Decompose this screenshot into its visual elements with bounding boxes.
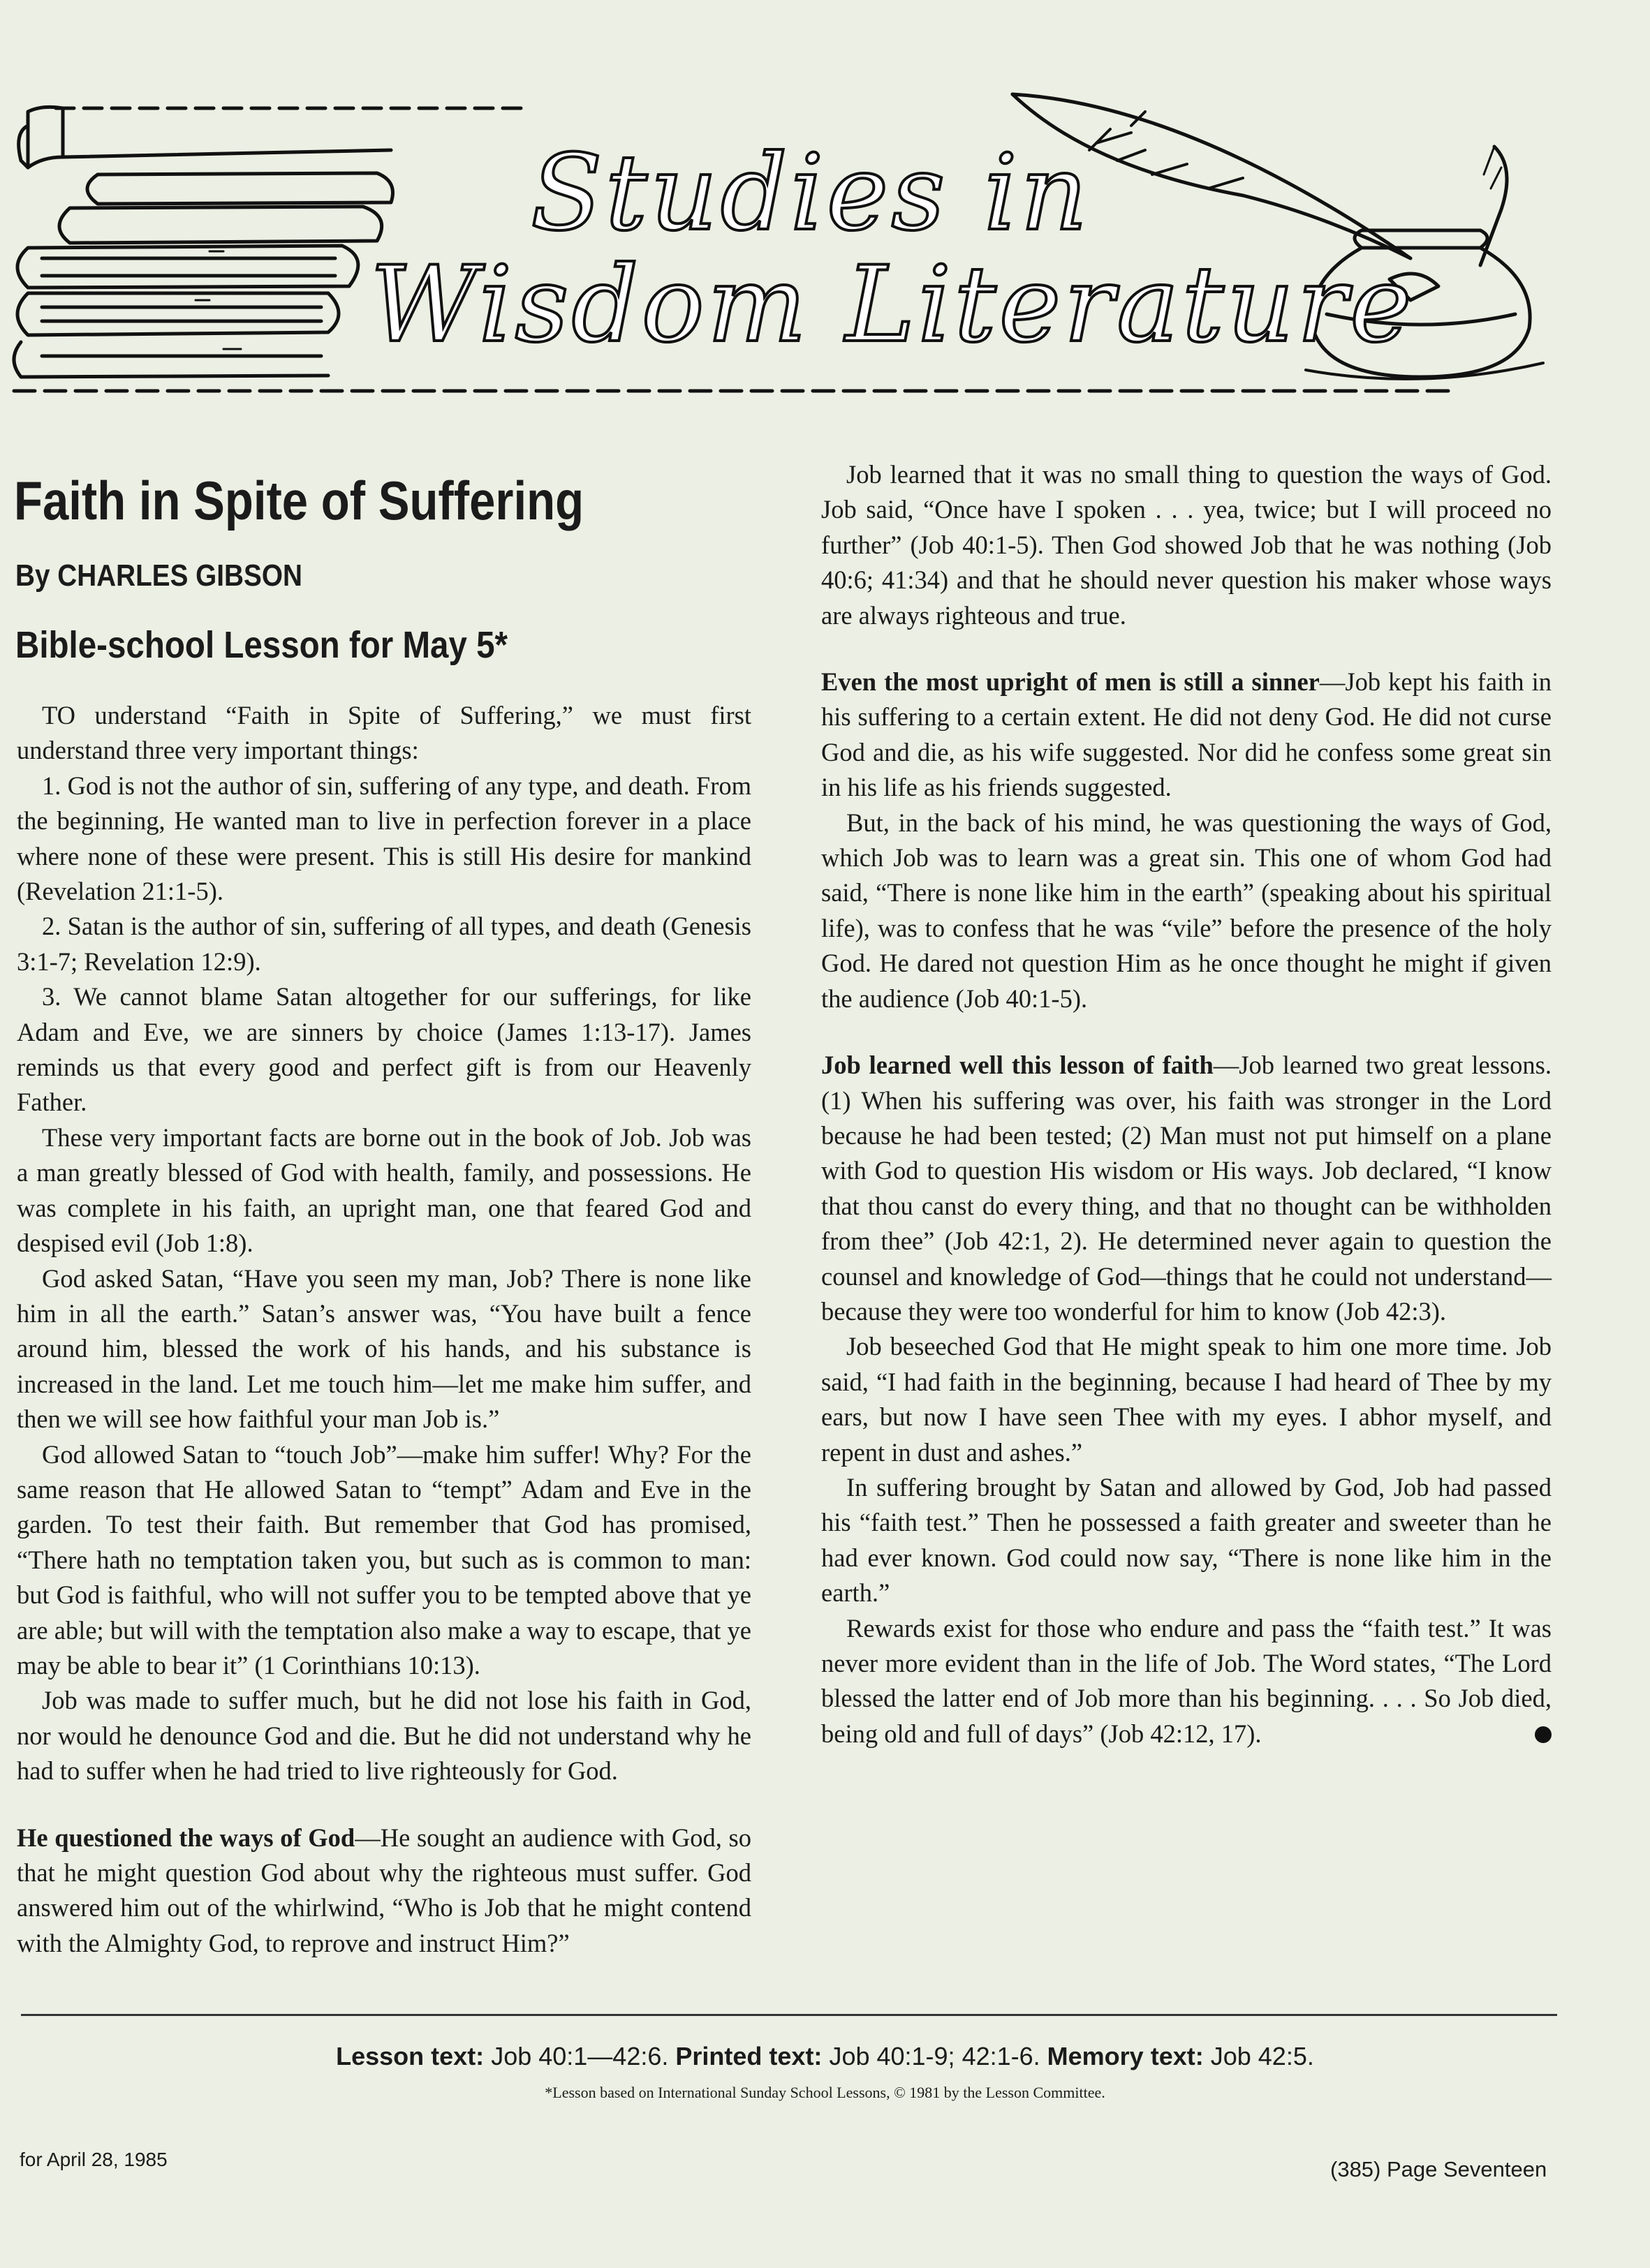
section-heading: He questioned the ways of God [17, 1823, 355, 1852]
paragraph: God allowed Satan to “touch Job”—make him suffer! Why? For the same reason that He allowed Satan to “tempt” Adam and Eve in the garden. To test their faith. But remember that God has promised, “There hath no temptation taken you, but such as is common to man: but God is faithful, who will not suffer you to be tempted above that ye are able; but will with the temptation also make a way to escape, that ye may be able to bear it” (1 Corinthians 10:13). [17, 1439, 751, 1680]
paragraph: Job was made to suffer much, but he did not lose his faith in God, nor would he denounce God and die. But he did not understand why he had to suffer when he had tried to live righteously for God. [17, 1686, 751, 1786]
right-column [821, 457, 1552, 1751]
issue-date: for April 28, 1985 [20, 2149, 168, 2170]
paragraph: Job beseeched God that He might speak to him one more time. Job said, “I had faith in the beginning, because I had heard of Thee by my ears, but now I have seen Thee with my eyes. I abhor myself, and repent in dust and ashes.” [821, 1332, 1552, 1467]
footer-rule [21, 2014, 1557, 2016]
paragraph: 3. We cannot blame Satan altogether for our sufferings, for like Adam and Eve, we are sinners by choice (James 1:13-17). James reminds us that every good and perfect gift is from our Heavenly Father. [17, 982, 751, 1117]
section-paragraph [821, 1048, 1552, 1329]
paragraph: God asked Satan, “Have you seen my man, Job? There is none like him in all the earth.” Satan’s answer was, “You have built a fence around him, blessed the work of his hands, and his substance is increased in the land. Let me touch him—let me make him suffer, and then we will see how faithful your man Job is.” [17, 1263, 751, 1434]
banner-title-line2: Wisdom Literature [370, 244, 1415, 366]
lesson-text-label: Lesson text: [336, 2042, 485, 2070]
memory-text-value: Job 42:5. [1210, 2042, 1314, 2070]
printed-text-label: Printed text: [675, 2042, 823, 2070]
end-mark-icon [1535, 1726, 1552, 1743]
section-heading: Job learned well this lesson of faith [821, 1051, 1214, 1080]
section-paragraph [17, 1821, 751, 1962]
byline: By CHARLES GIBSON [15, 558, 302, 593]
footnote: *Lesson based on International Sunday School Lessons, © 1981 by the Lesson Committee. [545, 2084, 1105, 2101]
paragraph: In suffering brought by Satan and allowed by God, Job had passed his “faith test.” Then he possessed a faith greater and sweeter than he had ever known. God could now say, “There is none like him in the earth.” [821, 1472, 1552, 1608]
section-paragraph [821, 665, 1552, 806]
paragraph: Job learned that it was no small thing to question the ways of God. Job said, “Once have I spoken . . . yea, twice; but I will proceed no further” (Job 40:1-5). Then God showed Job that he was nothing (Job 40:6; 41:34) and that he should never question his maker whose ways are always righteous and true. [821, 460, 1552, 630]
paragraph-text: Rewards exist for those who endure and pass the “faith test.” It was never more evident than in the life of Job. The Word states, “The Lord blessed the latter end of Job more than his beginning. . . . So Job died, being old and full of days” (Job 42:12, 17). [821, 1613, 1552, 1748]
banner-title-line1: Studies in [531, 133, 1091, 254]
section-heading: Even the most upright of men is still a sinner [821, 667, 1320, 697]
section-text: —Job learned two great lessons. (1) When his suffering was over, his faith was stronger in the Lord because he had been tested; (2) Man must not put himself on a plane with God to question His wisdom or His ways. Job declared, “I know that thou canst do every thing, and that no thought can be withholden from thee” (Job 42:1, 2). He determined never again to question the counsel and knowledge of God—things that he could not understand—because they were too wonderful for him to know (Job 42:3). [821, 1051, 1552, 1326]
lesson-date-heading: Bible-school Lesson for May 5* [15, 624, 508, 666]
paragraph: These very important facts are borne out in the book of Job. Job was a man greatly blessed of God with health, family, and possessions. He was complete in his faith, an upright man, one that feared God and despised evil (Job 1:8). [17, 1122, 751, 1258]
paragraph [821, 1611, 1552, 1752]
lesson-text-value: Job 40:1—42:6. [491, 2042, 669, 2070]
paragraph: But, in the back of his mind, he was questioning the ways of God, which Job was to learn was a great sin. This one of whom God had said, “There is none like him in the earth” (speaking about his spiritual life), was to confess that he was “vile” before the presence of the holy God. He dared not question Him as he once thought he might if given the audience (Job 40:1-5). [821, 808, 1552, 1013]
left-column [17, 698, 751, 1961]
section-text: —Job kept his faith in his suffering to a certain extent. He did not deny God. He did not curse God and die, as his wife suggested. Nor did he confess some great sin in his life as his friends suggested. [821, 667, 1552, 802]
page-number: (385) Page Seventeen [1330, 2157, 1547, 2181]
section-text: —He sought an audience with God, so that he might question God about why the righteous must suffer. God answered him out of the whirlwind, “Who is Job that he might contend with the Almighty God, to reprove and instruct Him?” [17, 1823, 751, 1957]
memory-text-label: Memory text: [1047, 2042, 1204, 2070]
article-headline: Faith in Spite of Suffering [14, 470, 584, 531]
paragraph: TO understand “Faith in Spite of Suffering,” we must first understand three very important things: [17, 701, 751, 765]
lesson-references [0, 2042, 1650, 2071]
paragraph: 2. Satan is the author of sin, suffering of all types, and death (Genesis 3:1-7; Revelation 12:9). [17, 912, 751, 976]
banner [0, 84, 1650, 412]
printed-text-value: Job 40:1-9; 42:1-6. [829, 2042, 1040, 2070]
paragraph: 1. God is not the author of sin, suffering of any type, and death. From the beginning, He wanted man to live in perfection forever in a place where none of these were present. This is still His desire for mankind (Revelation 21:1-5). [17, 771, 751, 906]
